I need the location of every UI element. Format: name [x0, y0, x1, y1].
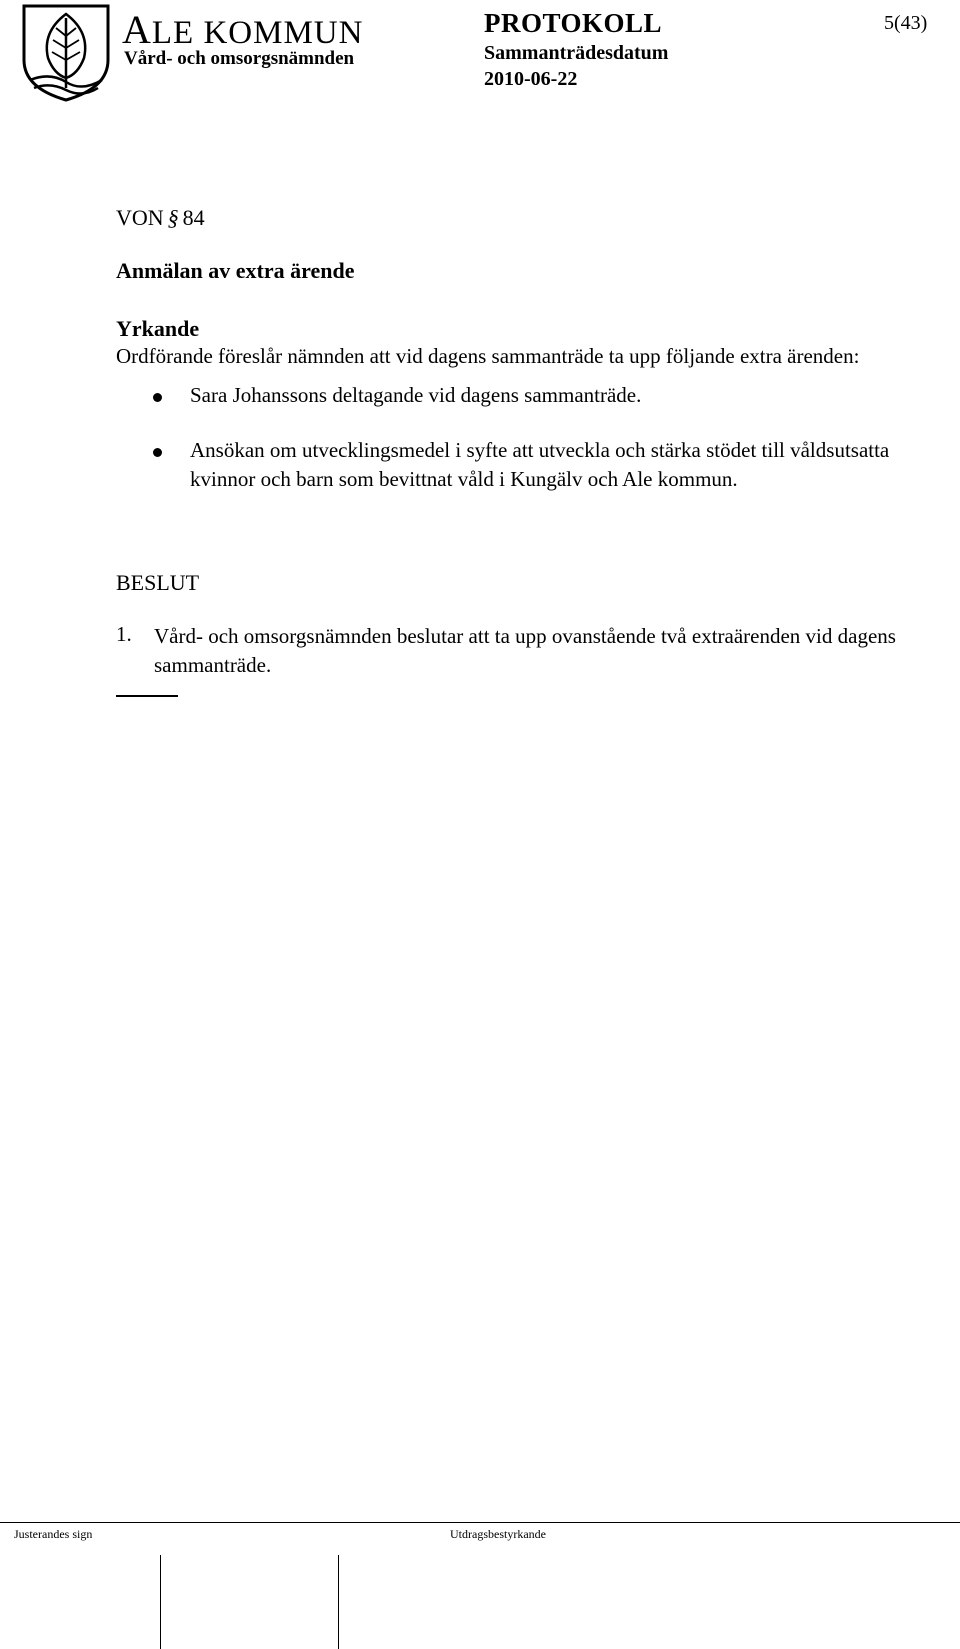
footer-divider: [0, 1522, 960, 1523]
end-of-section-rule: [116, 695, 178, 697]
list-item: Ansökan om utvecklingsmedel i syfte att utveckla och stärka stödet till våldsutsatta kvinnor och barn som bevittnat våld i Kungälv och Ale kommun.: [190, 438, 890, 491]
decision-text: Vård- och omsorgsnämnden beslutar att ta upp ovanstående två extraärenden vid dagens sammanträde.: [154, 624, 896, 677]
meeting-date: 2010-06-22: [484, 68, 578, 90]
department-name: Vård- och omsorgsnämnden: [124, 48, 355, 69]
yrkande-heading: Yrkande: [116, 316, 200, 341]
signature-box-divider: [338, 1555, 339, 1649]
decision-number: 1.: [116, 622, 132, 646]
list-item: Sara Johanssons deltagande vid dagens sammanträde.: [190, 383, 642, 407]
bullet-icon: [153, 448, 162, 457]
organization-name: [122, 6, 363, 53]
organization-name-rest: LE KOMMUN: [151, 15, 364, 51]
section-number: 84: [182, 205, 205, 230]
yrkande-text: Ordförande föreslår nämnden att vid dagens sammanträde ta upp följande extra ärenden:: [116, 344, 860, 368]
section-prefix: VON: [116, 205, 164, 230]
document-type-title: PROTOKOLL: [484, 8, 663, 38]
meeting-date-label: Sammanträdesdatum: [484, 42, 669, 64]
section-title: Anmälan av extra ärende: [116, 258, 355, 283]
beslut-heading: BESLUT: [116, 570, 200, 595]
municipality-coat-of-arms-logo: [20, 2, 112, 102]
bullet-icon: [153, 393, 162, 402]
organization-name-initial: A: [122, 7, 152, 52]
extract-certification-label: Utdragsbestyrkande: [450, 1527, 546, 1541]
section-reference: [116, 205, 205, 231]
signature-label: Justerandes sign: [14, 1527, 93, 1541]
signature-box-divider: [160, 1555, 161, 1649]
page-number: 5(43): [884, 12, 928, 34]
section-symbol: §: [167, 205, 179, 230]
